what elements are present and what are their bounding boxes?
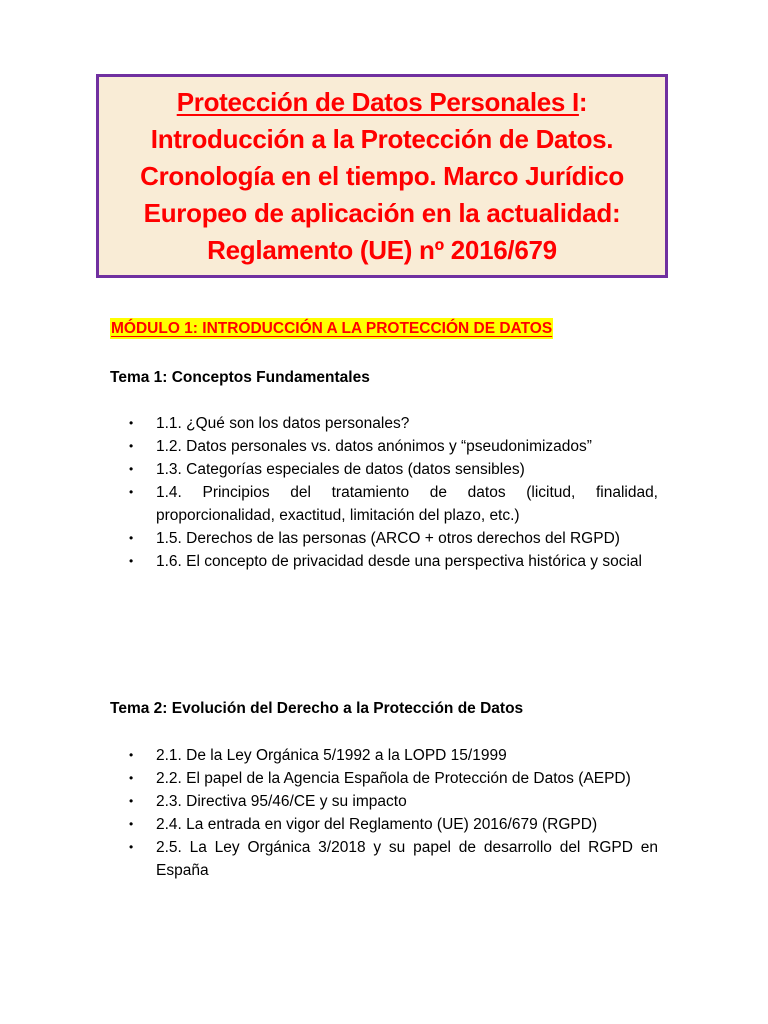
list-item-text: 1.3. Categorías especiales de datos (datos sensibles) [156, 461, 525, 478]
bullet-icon: • [129, 817, 134, 831]
title-line-4: Europeo de aplicación en la actualidad: [143, 197, 621, 228]
module-heading [110, 316, 553, 342]
list-item-text: 2.5. La Ley Orgánica 3/2018 y su papel de desarrollo del RGPD en España [156, 839, 658, 879]
title-box [96, 74, 668, 278]
bullet-icon: • [129, 485, 134, 499]
list-item [129, 767, 658, 790]
module-heading-text: MÓDULO 1: INTRODUCCIÓN A LA PROTECCIÓN DE DATOS [111, 320, 553, 337]
list-item-text: 1.6. El concepto de privacidad desde una perspectiva histórica y social [156, 553, 642, 570]
list-item [129, 435, 658, 458]
bullet-icon: • [129, 840, 134, 854]
list-item-text: 2.4. La entrada en vigor del Reglamento (UE) 2016/679 (RGPD) [156, 816, 598, 833]
list-item [129, 527, 658, 550]
list-item [129, 458, 658, 481]
list-item [129, 813, 658, 836]
title-line-3: Cronología en el tiempo. Marco Jurídico [140, 160, 624, 191]
title-line-2: Introducción a la Protección de Datos. [150, 123, 614, 154]
bullet-icon: • [129, 748, 134, 762]
list-item [129, 744, 658, 767]
list-item [129, 412, 658, 435]
tema2-list [129, 744, 658, 882]
title-colon: : [578, 86, 588, 117]
title-main: Protección de Datos Personales I [176, 86, 579, 117]
list-item-text: 1.5. Derechos de las personas (ARCO + otros derechos del RGPD) [156, 530, 620, 547]
list-item-text: 2.3. Directiva 95/46/CE y su impacto [156, 793, 407, 810]
bullet-icon: • [129, 462, 134, 476]
list-item [129, 790, 658, 813]
list-item [129, 550, 658, 573]
bullet-icon: • [129, 531, 134, 545]
list-item-text: 2.2. El papel de la Agencia Española de Protección de Datos (AEPD) [156, 770, 631, 787]
bullet-icon: • [129, 416, 134, 430]
tema2-heading: Tema 2: Evolución del Derecho a la Protección de Datos [110, 700, 524, 717]
bullet-icon: • [129, 771, 134, 785]
bullet-icon: • [129, 794, 134, 808]
list-item-text: 2.1. De la Ley Orgánica 5/1992 a la LOPD 15/1999 [156, 747, 507, 764]
bullet-icon: • [129, 554, 134, 568]
title-line-1 [177, 84, 588, 121]
list-item-text: 1.2. Datos personales vs. datos anónimos y “pseudonimizados” [156, 438, 592, 455]
tema1-heading: Tema 1: Conceptos Fundamentales [110, 369, 370, 386]
list-item [129, 836, 658, 882]
title-line-5: Reglamento (UE) nº 2016/679 [207, 234, 557, 265]
list-item-text: 1.4. Principios del tratamiento de datos (licitud, finalidad, proporcionalidad, exactitud, limitación del plazo, etc.) [156, 484, 658, 524]
list-item [129, 481, 658, 527]
bullet-icon: • [129, 439, 134, 453]
tema1-list [129, 412, 658, 573]
list-item-text: 1.1. ¿Qué son los datos personales? [156, 415, 410, 432]
